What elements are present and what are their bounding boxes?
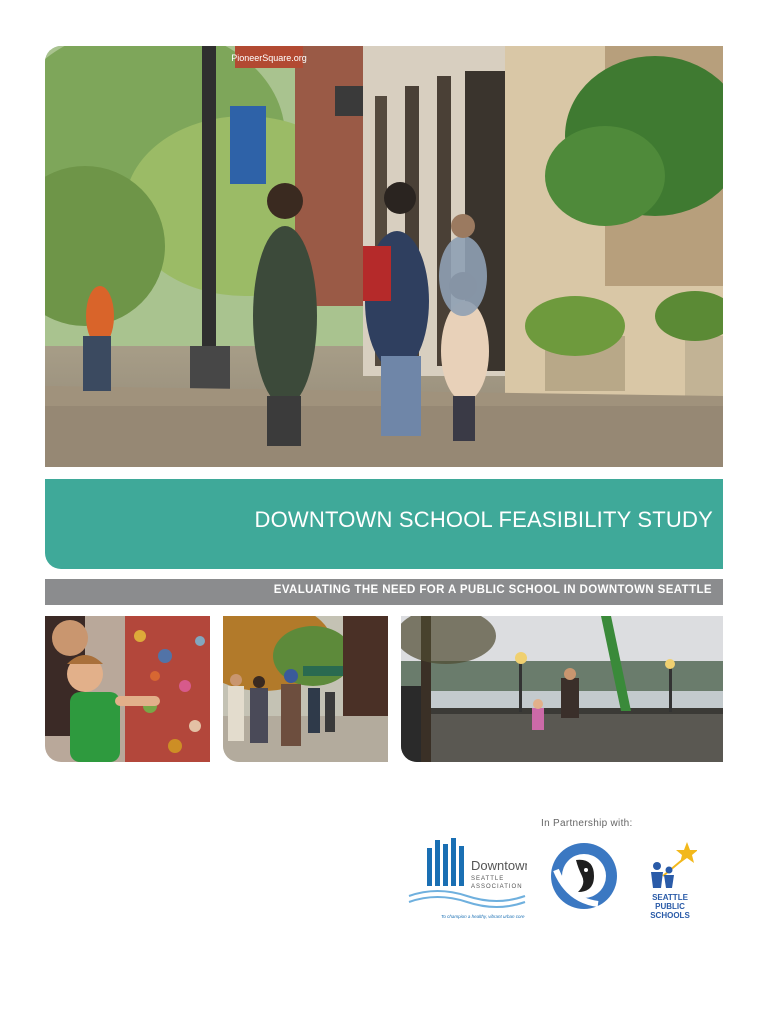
photo-street (223, 616, 388, 762)
seattle-public-schools-logo (643, 840, 697, 924)
dsa-line2: SEATTLE (471, 876, 505, 882)
dsa-line3: ASSOCIATION (471, 884, 523, 890)
hero-photo (45, 46, 723, 467)
dsa-tagline: To champion a healthy, vibrant urban core (441, 914, 525, 919)
subtitle-bar (45, 579, 723, 605)
title-banner (45, 479, 723, 569)
partnership-label: In Partnership with: (541, 818, 633, 829)
document-title: DOWNTOWN SCHOOL FEASIBILITY STUDY (254, 507, 713, 532)
sps-line3: SCHOOLS (650, 911, 690, 920)
photo-gum-wall (45, 616, 210, 762)
street-sign-text: PioneerSquare.org (231, 53, 307, 63)
downtown-seattle-association-logo (407, 838, 527, 922)
sps-line1: SEATTLE (652, 893, 688, 902)
photo-waterfront (401, 616, 723, 762)
document-subtitle: EVALUATING THE NEED FOR A PUBLIC SCHOOL IN DOWNTOWN SEATTLE (273, 584, 712, 596)
city-of-seattle-seal-logo (548, 840, 620, 912)
sps-line2: PUBLIC (655, 902, 685, 911)
dsa-name: Downtown (471, 858, 527, 873)
